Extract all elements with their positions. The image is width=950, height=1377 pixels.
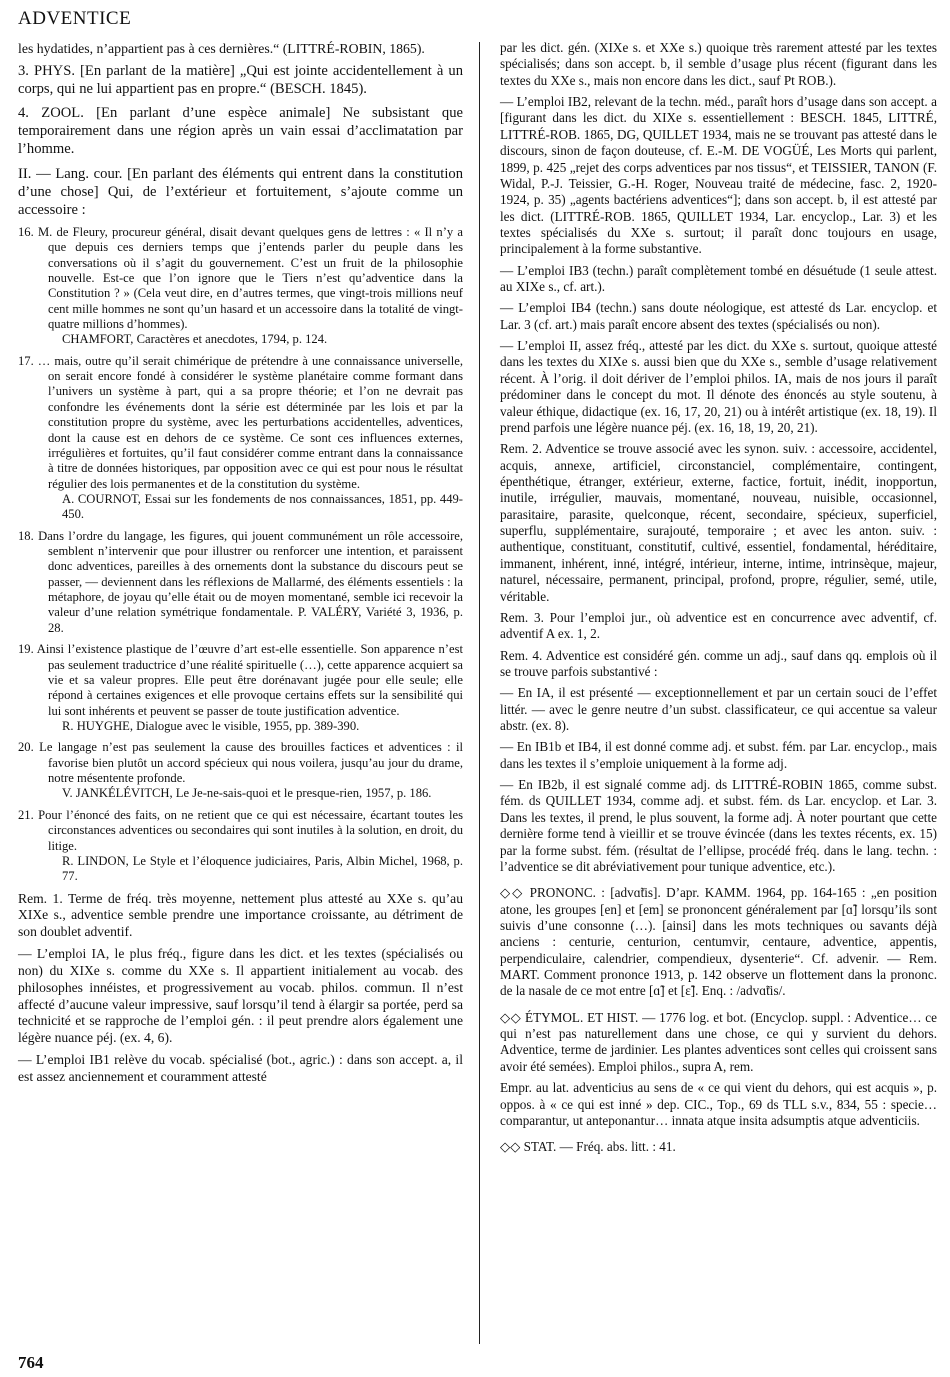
citation-source: A. COURNOT, Essai sur les fondements de nos connaissances, 1851, pp. 449-450. [62, 491, 463, 522]
citation-text: 17. … mais, outre qu’il serait chimérique de prétendre à une connaissance universelle, on serait encore fondé à considérer le système planétaire comme formant dans l’univers un système à part, qui a sa propre théorie; et l’on ne devrait pas confondre les événements dont la série est déterminée par les lois et par la constitution propre du système, avec les perturbations accidentelles, adventices, dont la cause est en dehors de ce système. Ce sont ces influences externes, irrégulières et fortuites, qu’il faut considérer comme entrant dans la connaissance à titre de données historiques, par opposition avec ce qui est pour nous le résultat régulier des lois permanentes et de la constitution du système. [18, 353, 463, 491]
remark-2: Rem. 2. Adventice se trouve associé avec les synon. suiv. : accessoire, accidentel, acquis, annexe, artificiel, circonstanciel, complémentaire, contingent, épenthétique, étranger, extérieur, externe, factice, fortuit, inédit, inopportun, inutile, irrégulier, mauvais, momentané, nouveau, nuisible, occasionnel, parasitaire, parasite, quelconque, récent, secondaire, spécieux, superficiel, superflu, supplémentaire, surajouté, temporaire ; et avec les anton. suiv. : authentique, constituant, constitutif, cultivé, essentiel, fondamental, héréditaire, immanent, inhérent, inné, intégré, intérieur, interne, intime, intrinsèque, majeur, naturel, nécessaire, permanent, principal, profond, propre, régulier, semé, utile, véritable. [500, 441, 937, 604]
page-header: ADVENTICE [18, 8, 132, 29]
etymology-section: ◇◇ ÉTYMOL. ET HIST. — 1776 log. et bot. (Encyclop. suppl. : Adventice… ce qui n’est pas naturellement dans une chose, ce qui y survient du dehors. Adventice, terme de jardinier. Les plantes adventices sont celles qui croissent sans avoir été semées). Emploi philos., supra A, rem. [500, 1009, 937, 1074]
etymology-latin: Empr. au lat. adventicius au sens de « ce qui vient du dehors, qui est acquis », p. oppos. à « ce qui est inné » dep. CIC., Top., 69 ds TLL s.v., 834, 55 : specie… comparantur, ut anteponantur… innata atque insita adsumptis atque adventiciis. [500, 1080, 937, 1128]
citation-text: 20. Le langage n’est pas seulement la cause des brouilles factices et adventices : il favorise bien plutôt un accord spécieux qui nous voilera, jusqu’au jour du drame, notre mésentente profonde. [18, 740, 463, 786]
remark-4: Rem. 4. Adventice est considéré gén. comme un adj., sauf dans qq. emplois où il se trouve parfois substantivé : [500, 647, 937, 679]
citation-16 [18, 224, 463, 348]
remark-4-IB1b: — En IB1b et IB4, il est donné comme adj. et subst. fém. par Lar. encyclop., mais dans les textes il s’emploie uniquement à la forme adj. [500, 739, 937, 771]
statistics-section: ◇◇ STAT. — Fréq. abs. litt. : 41. [500, 1139, 676, 1155]
remark-1-IA: — L’emploi IA, le plus fréq., figure dans les dict. et les textes (spécialisés ou non) du XIXe s. comme du XXe s. Il appartient initialement au vocab. des philosophes innéistes, et progressivement au vocab. philos. commun. Il n’est affecté d’aucune valeur impressive, sauf lorsqu’il tend à élargir sa portée, perd sa technicité et se rapproche de l’emploi gén. : il peut prendre alors également une légère nuance péj. (ex. 4, 6). [18, 946, 463, 1046]
remark-IB3: — L’emploi IB3 (techn.) paraît complètement tombé en désuétude (1 seule attest. au XIXe s., cf. art.). [500, 262, 937, 295]
right-column [500, 40, 937, 1161]
sense-II: II. — Lang. cour. [En parlant des éléments qui entrent dans la constitution d’une chose] Qui, de l’extérieur et fortuitement, s’ajoute comme un accessoire : [18, 165, 463, 218]
remark-3: Rem. 3. Pour l’emploi jur., où adventice est en concurrence avec adventif, cf. adventif A ex. 1, 2. [500, 609, 937, 642]
citation-text: 16. M. de Fleury, procureur général, disait devant quelques gens de lettres : « Il n’y a que depuis ces derniers temps que j’entends parler du peuple dans les conversations où il s’agit du gouvernement. C’est un fruit de la philosophie nouvelle. Est-ce que l’on ignore que le Tiers n’est qu’adventice dans la Constitution ? » (Cela veut dire, en d’autres termes, que vingt-trois millions neuf cent mille hommes ne sont qu’un hasard et un accessoire dans la totalité de vingt-quatre millions d’hommes). [18, 224, 463, 331]
citation-source: V. JANKÉLÉVITCH, Le Je-ne-sais-quoi et le presque-rien, 1957, p. 186. [62, 786, 432, 801]
pronunciation-section: ◇◇ PRONONC. : [advɑ̃tis]. D’apr. KAMM. 1964, pp. 164-165 : „en position atone, les groupes [en] et [em] se prononcent généralement par [ɑ̃] lorsqu’ils sont suivis d’une consonne (…). [ainsi] dans les mots techniques ou savants déjà anciens : centurie, centurion, centumvir, centaure, adventice, appentis, perpendiculaire, calendrier, compendieux, dysenterie“. Cf. advenir. — Rem. MART. Comment prononce 1913, p. 142 observe un flottement dans la prononc. de la nasale de ce mot entre [ɑ̃] et [ɛ̃]. Enq. : /advɑ̃tis/. [500, 885, 937, 999]
citation-source: R. LINDON, Le Style et l’éloquence judiciaires, Paris, Albin Michel, 1968, p. 77. [62, 853, 463, 884]
citation-17 [18, 353, 463, 523]
remark-4-IA: — En IA, il est présenté — exceptionnellement et par un certain souci de l’effet littér. — avec le genre neutre d’un subst. classificateur, ce qui accentue sa valeur abstr. (ex. 8). [500, 685, 937, 734]
remark-1-IB1: — L’emploi IB1 relève du vocab. spécialisé (bot., agric.) : dans son accept. a, il est assez anciennement et couramment attesté [18, 1052, 463, 1085]
paragraph: les hydatides, n’appartient pas à ces dernières.“ (LITTRÉ-ROBIN, 1865). [18, 41, 425, 56]
citation-18 [18, 528, 463, 637]
citation-19 [18, 642, 463, 734]
citation-text: 21. Pour l’énoncé des faits, on ne retient que ce qui est nécessaire, écartant toutes les circonstances adventices ou secondaires qui sont inutiles à la solution, en droit, du litige. [18, 807, 463, 853]
remark-4-IB2b: — En IB2b, il est signalé comme adj. ds LITTRÉ-ROBIN 1865, comme subst. fém. ds QUILLET 1934, comme adj. et subst. fém. ds Lar. encyclop. et Lar. 3. Dans les textes, il prend, le plus souvent, la forme adj. À noter pourtant que cette dernière forme tend à vieillir et se trouve évincée (dans les textes récents, ex. 15) par la forme subst. fém. (résultat de l’ellipse, procédé fréq. dans le lang. techn. : l’adventice se dit abréviativement pour tunique adventice, etc.). [500, 777, 937, 874]
citation-source: CHAMFORT, Caractères et anecdotes, 1794, p. 124. [62, 332, 328, 347]
remark-IB2: — L’emploi IB2, relevant de la techn. méd., paraît hors d’usage dans son accept. a [figurant dans les dict. du XIXe s. essentiellement : BESCH. 1845, LITTRÉ, LITTRÉ-ROB. 1865, DG, QUILLET 1934, mais ne se trouvant pas attesté dans le discours, sinon de façon douteuse, cf. E.-M. DE VOGÜÉ, Les Morts qui parlent, 1899, p. 425 „rejet des corps adventices par nos tissus“, et TEISSIER, TANON (F. Widal, P.-J. Teissier, G.-H. Roger, Nouveau traité de médecine, fasc. 2, 1920-1924, p. 35) „agents bactériens adventices“]; dans son accept. b, il est attesté par les dict. (LITTRÉ-ROB. 1865, QUILLET 1934, Lar. encyclop., Lar. 3) et les textes spécialisés du XXe s. surtout; il paraît donc toujours en usage, principalement à la forme substantive. [500, 94, 937, 257]
citation-text: 19. Ainsi l’existence plastique de l’œuvre d’art est-elle essentielle. Son apparence n’est pas seulement traductrice d’une réalité spirituelle (…), cette apparence acquiert sa vie et sa valeur propres. Elle peut être dorénavant jugée pour elle seule; elle répond à certaines exigences et elle provoque certains effets sur la sensibilité qui lui sont inhérents et peuvent se passer de toute justification adventice. [18, 642, 463, 718]
citation-text: 18. Dans l’ordre du langage, les figures, qui jouent communément un rôle accessoire, semblent n’intervenir que pour illustrer ou renforcer une intention, et paraissent donc adventices, pareilles à des ornements dont la substance du discours peut se passer, — deviennent dans les réflexions de Mallarmé, des éléments essentiels : la métaphore, de joyau qu’elle était ou de moyen momentané, semble ici recevoir la valeur d’une relation symétrique fondamentale. P. VALÉRY, Variété 3, 1936, p. 28. [18, 528, 463, 635]
citation-21 [18, 807, 463, 885]
left-column [18, 40, 463, 1091]
column-divider [479, 42, 480, 1344]
page-number: 764 [18, 1353, 44, 1372]
remark-II: — L’emploi II, assez fréq., attesté par les dict. du XXe s. surtout, quoique attesté dans les textes du XIXe s. aussi bien que du XXe s., semble d’usage relativement récent. À l’orig. il doit dériver de l’emploi philos. IA, mais de nos jours il paraît prédominer dans le concept du mot. Il dénote des énoncés au style soutenu, à valeur éthique, didactique (ex. 16, 17, 20, 21) ou à intérêt artistique (ex. 18, 19). Il prend parfois une légère nuance péj. (ex. 16, 18, 19, 20, 21). [500, 338, 937, 435]
citation-20 [18, 740, 463, 801]
paragraph: par les dict. gén. (XIXe s. et XXe s.) quoique très rarement attesté par les textes spécialisés; dans son accept. b, il semble d’usage plus récent (figurant dans les textes du XXe s., mais non encore dans les dict., sauf Pt ROB.). [500, 40, 937, 88]
remark-IB4: — L’emploi IB4 (techn.) sans doute néologique, est attesté ds Lar. encyclop. et Lar. 3 (cf. art.) mais paraît encore absent des textes (spécialisés ou non). [500, 300, 937, 332]
citation-source: R. HUYGHE, Dialogue avec le visible, 1955, pp. 389-390. [62, 718, 360, 733]
sense-4: 4. ZOOL. [En parlant d’une espèce animale] Ne subsistant que temporairement dans une région après un vain essai d’acclimatation par l’homme. [18, 105, 463, 158]
remark-1: Rem. 1. Terme de fréq. très moyenne, nettement plus attesté au XXe s. qu’au XIXe s., adventice semble prendre une importance croissante, au détriment de son doublet adventif. [18, 890, 463, 940]
sense-3: 3. PHYS. [En parlant de la matière] „Qui est jointe accidentellement à un corps, qui ne lui appartient pas en propre.“ (BESCH. 1845). [18, 63, 463, 98]
